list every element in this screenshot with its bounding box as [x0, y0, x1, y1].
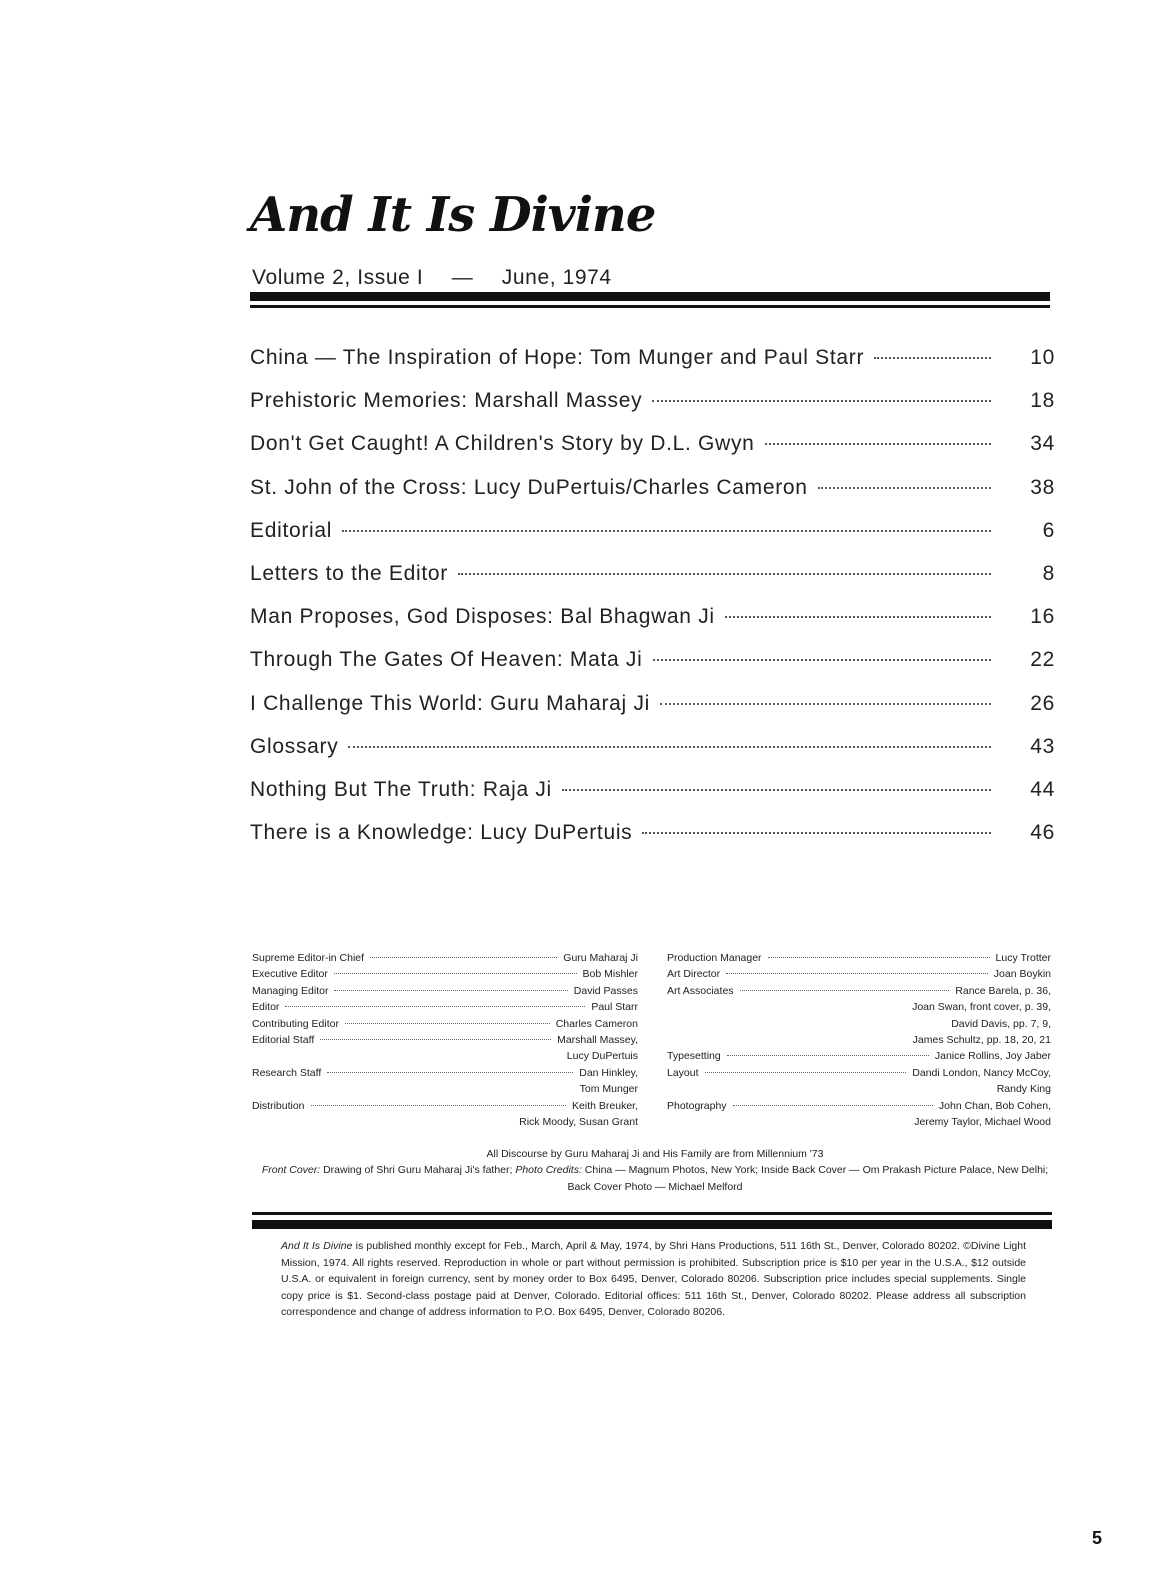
credit-leader-dots [327, 1072, 573, 1073]
credit-role: Typesetting [667, 1050, 721, 1063]
toc-entry-title: Man Proposes, God Disposes: Bal Bhagwan Ji [250, 605, 715, 629]
credit-names-continued: David Davis, pp. 7, 9, [951, 1017, 1051, 1030]
toc-leader-dots [660, 703, 991, 705]
toc-entry-title: China — The Inspiration of Hope: Tom Munger and Paul Starr [250, 346, 865, 369]
footer-rule-heavy [252, 1220, 1052, 1229]
toc-entry-page: 44 [1030, 777, 1055, 801]
credit-row [667, 950, 1051, 966]
credit-row [252, 983, 638, 999]
credit-names: Bob Mishler [582, 968, 638, 981]
credit-names-continued: James Schultz, pp. 18, 20, 21 [912, 1033, 1051, 1046]
credit-role: Executive Editor [252, 968, 328, 981]
toc-leader-dots [725, 616, 991, 618]
credit-names-continued: Joan Swan, front cover, p. 39, [912, 1001, 1051, 1014]
toc-entry-title: There is a Knowledge: Lucy DuPertuis [250, 821, 633, 845]
toc-leader-dots [458, 573, 991, 575]
credit-role: Supreme Editor-in Chief [252, 952, 365, 964]
credit-names: Paul Starr [591, 1001, 638, 1014]
toc-leader-dots [874, 357, 991, 359]
credit-role: Art Director [667, 968, 721, 981]
toc-entry-page: 26 [1030, 691, 1055, 715]
toc-entry[interactable] [250, 519, 1055, 562]
credit-leader-dots [370, 957, 557, 958]
credit-leader-dots [733, 1105, 933, 1106]
credit-row [252, 1016, 638, 1032]
toc-entry[interactable] [250, 735, 1055, 778]
issue-date: June, 1974 [501, 266, 612, 289]
toc-entry[interactable] [250, 692, 1055, 735]
discourse-note: All Discourse by Guru Maharaj Ji and His Family are from Millennium '73 [486, 1148, 824, 1160]
front-cover-label: Front Cover: [261, 1164, 321, 1177]
credit-role: Editor [252, 1001, 280, 1014]
credit-names-continued: Jeremy Taylor, Michael Wood [914, 1115, 1051, 1128]
toc-entry[interactable] [250, 562, 1055, 605]
credit-row [667, 983, 1051, 999]
photo-credits-text: China — Magnum Photos, New York; Inside Back Cover — Om Prakash Picture Palace, New Delhi; Back Cover Photo — Michael Melford [567, 1164, 1049, 1193]
credit-row [252, 1032, 638, 1048]
credit-names: Lucy Trotter [995, 952, 1051, 964]
publisher-text: is published monthly except for Feb., March, April & May, 1974, by Shri Hans Productions, 511 16th St., Denver, Colorado 80202. ©Divine Light Mission, 1974. All rights reserved. Reproduction in whole or part without permission is prohibited. Subscription price is $10 per year in the U.S.A., $12 outside U.S.A. or equivalent in foreign currency, sent by money order to Box 6495, Denver, Colorado 80206. Subscription price includes special supplements. Single copy price is $1. Second-class postage paid at Denver, Colorado. Editorial offices: 511 16th St., Denver, Colorado 80202. Please address all subscription correspondence and change of address information to P.O. Box 6495, Denver, Colorado 80206. [281, 1240, 1026, 1318]
toc-entry-page: 46 [1030, 821, 1055, 845]
publisher-statement [281, 1238, 1026, 1321]
credit-names: Dan Hinkley, [579, 1066, 638, 1079]
credit-role: Research Staff [252, 1066, 322, 1079]
credit-leader-dots [285, 1006, 585, 1007]
toc-entry-title: Don't Get Caught! A Children's Story by D.L. Gwyn [250, 432, 755, 456]
toc-entry-page: 10 [1030, 346, 1055, 369]
front-cover-text: Drawing of Shri Guru Maharaj Ji's father; [320, 1164, 516, 1177]
credit-row [667, 966, 1051, 982]
footer-rule-thick [252, 1212, 1052, 1215]
issue-dash: — [451, 266, 474, 289]
credit-leader-dots [726, 973, 988, 974]
credit-names: Janice Rollins, Joy Jaber [934, 1050, 1051, 1063]
toc-entry-title: Nothing But The Truth: Raja Ji [250, 777, 552, 801]
issue-number: Volume 2, Issue I [252, 266, 424, 289]
credit-role: Photography [667, 1099, 727, 1112]
magazine-title: And It Is Divine [250, 187, 656, 243]
table-of-contents [250, 346, 1055, 864]
cover-credits-note [260, 1162, 1050, 1195]
credit-names-continued: Randy King [996, 1083, 1051, 1096]
toc-leader-dots [642, 832, 991, 834]
toc-entry[interactable] [250, 778, 1055, 821]
toc-entry-title: St. John of the Cross: Lucy DuPertuis/Charles Cameron [250, 475, 808, 499]
credit-names: Guru Maharaj Ji [563, 952, 638, 964]
credit-names: Marshall Massey, [557, 1033, 638, 1046]
credit-leader-dots [740, 990, 950, 991]
credit-leader-dots [334, 990, 567, 991]
toc-leader-dots [818, 487, 991, 489]
credit-names: Keith Breuker, [572, 1099, 638, 1112]
credit-names: Rance Barela, p. 36, [955, 984, 1051, 997]
photo-credits-label: Photo Credits: [515, 1164, 582, 1177]
staff-credits-left [252, 950, 638, 1130]
toc-entry-page: 8 [1042, 561, 1055, 585]
credit-role: Production Manager [667, 952, 762, 964]
toc-leader-dots [348, 746, 991, 748]
toc-leader-dots [653, 659, 992, 661]
credit-row [252, 966, 638, 982]
toc-leader-dots [765, 443, 991, 445]
credit-leader-dots [334, 973, 577, 974]
toc-entry[interactable] [250, 432, 1055, 475]
credit-row [252, 1065, 638, 1081]
toc-entry-page: 6 [1042, 518, 1055, 542]
credit-names-continued: Lucy DuPertuis [566, 1050, 638, 1063]
toc-entry[interactable] [250, 648, 1055, 691]
toc-entry[interactable] [250, 346, 1055, 389]
credit-row [252, 999, 638, 1015]
credit-leader-dots [727, 1055, 929, 1056]
credit-row [667, 1098, 1051, 1114]
credit-names-continued: Tom Munger [579, 1083, 638, 1096]
toc-entry-page: 22 [1030, 648, 1055, 672]
credit-names: John Chan, Bob Cohen, [938, 1099, 1051, 1112]
toc-entry-page: 38 [1030, 475, 1055, 499]
toc-entry[interactable] [250, 605, 1055, 648]
credit-names: Dandi London, Nancy McCoy, [912, 1066, 1051, 1079]
toc-entry[interactable] [250, 821, 1055, 864]
credit-leader-dots [345, 1023, 550, 1024]
credit-names: Charles Cameron [555, 1017, 638, 1030]
credit-names: Joan Boykin [993, 968, 1051, 981]
toc-entry-page: 16 [1030, 605, 1055, 629]
credit-leader-dots [705, 1072, 907, 1073]
credit-role: Art Associates [667, 984, 734, 997]
toc-entry-title: Prehistoric Memories: Marshall Massey [250, 389, 643, 413]
toc-entry-title: Editorial [250, 518, 333, 542]
publisher-magazine-title: And It Is Divine [281, 1240, 353, 1252]
toc-entry[interactable] [250, 389, 1055, 432]
toc-entry[interactable] [250, 476, 1055, 519]
toc-entry-title: Glossary [250, 734, 339, 758]
toc-entry-page: 43 [1030, 734, 1055, 758]
credit-leader-dots [768, 957, 990, 958]
toc-entry-title: Through The Gates Of Heaven: Mata Ji [250, 648, 643, 672]
toc-leader-dots [562, 789, 991, 791]
credit-role: Layout [667, 1066, 699, 1079]
header-rule-thick [250, 292, 1050, 301]
issue-line [252, 266, 1012, 290]
header-rule-thin [250, 305, 1050, 308]
toc-entry-title: I Challenge This World: Guru Maharaj Ji [250, 691, 651, 715]
toc-leader-dots [342, 530, 991, 532]
credit-role: Managing Editor [252, 984, 329, 997]
credit-row [252, 1098, 638, 1114]
credit-role: Contributing Editor [252, 1017, 339, 1030]
credit-row [667, 1065, 1051, 1081]
toc-entry-page: 34 [1030, 432, 1055, 456]
credit-names-continued: Rick Moody, Susan Grant [519, 1115, 638, 1128]
credit-leader-dots [320, 1039, 551, 1040]
toc-entry-page: 18 [1030, 389, 1055, 413]
credit-role: Distribution [252, 1099, 305, 1112]
toc-leader-dots [652, 400, 991, 402]
toc-entry-title: Letters to the Editor [250, 561, 448, 585]
credit-role: Editorial Staff [252, 1033, 315, 1046]
cover-and-photo-notes [260, 1146, 1050, 1195]
credit-leader-dots [311, 1105, 567, 1106]
staff-credits-right [667, 950, 1051, 1130]
page-number: 5 [1092, 1528, 1103, 1548]
credit-names: David Passes [573, 984, 638, 997]
credit-row [667, 1048, 1051, 1064]
credit-row [252, 950, 638, 966]
